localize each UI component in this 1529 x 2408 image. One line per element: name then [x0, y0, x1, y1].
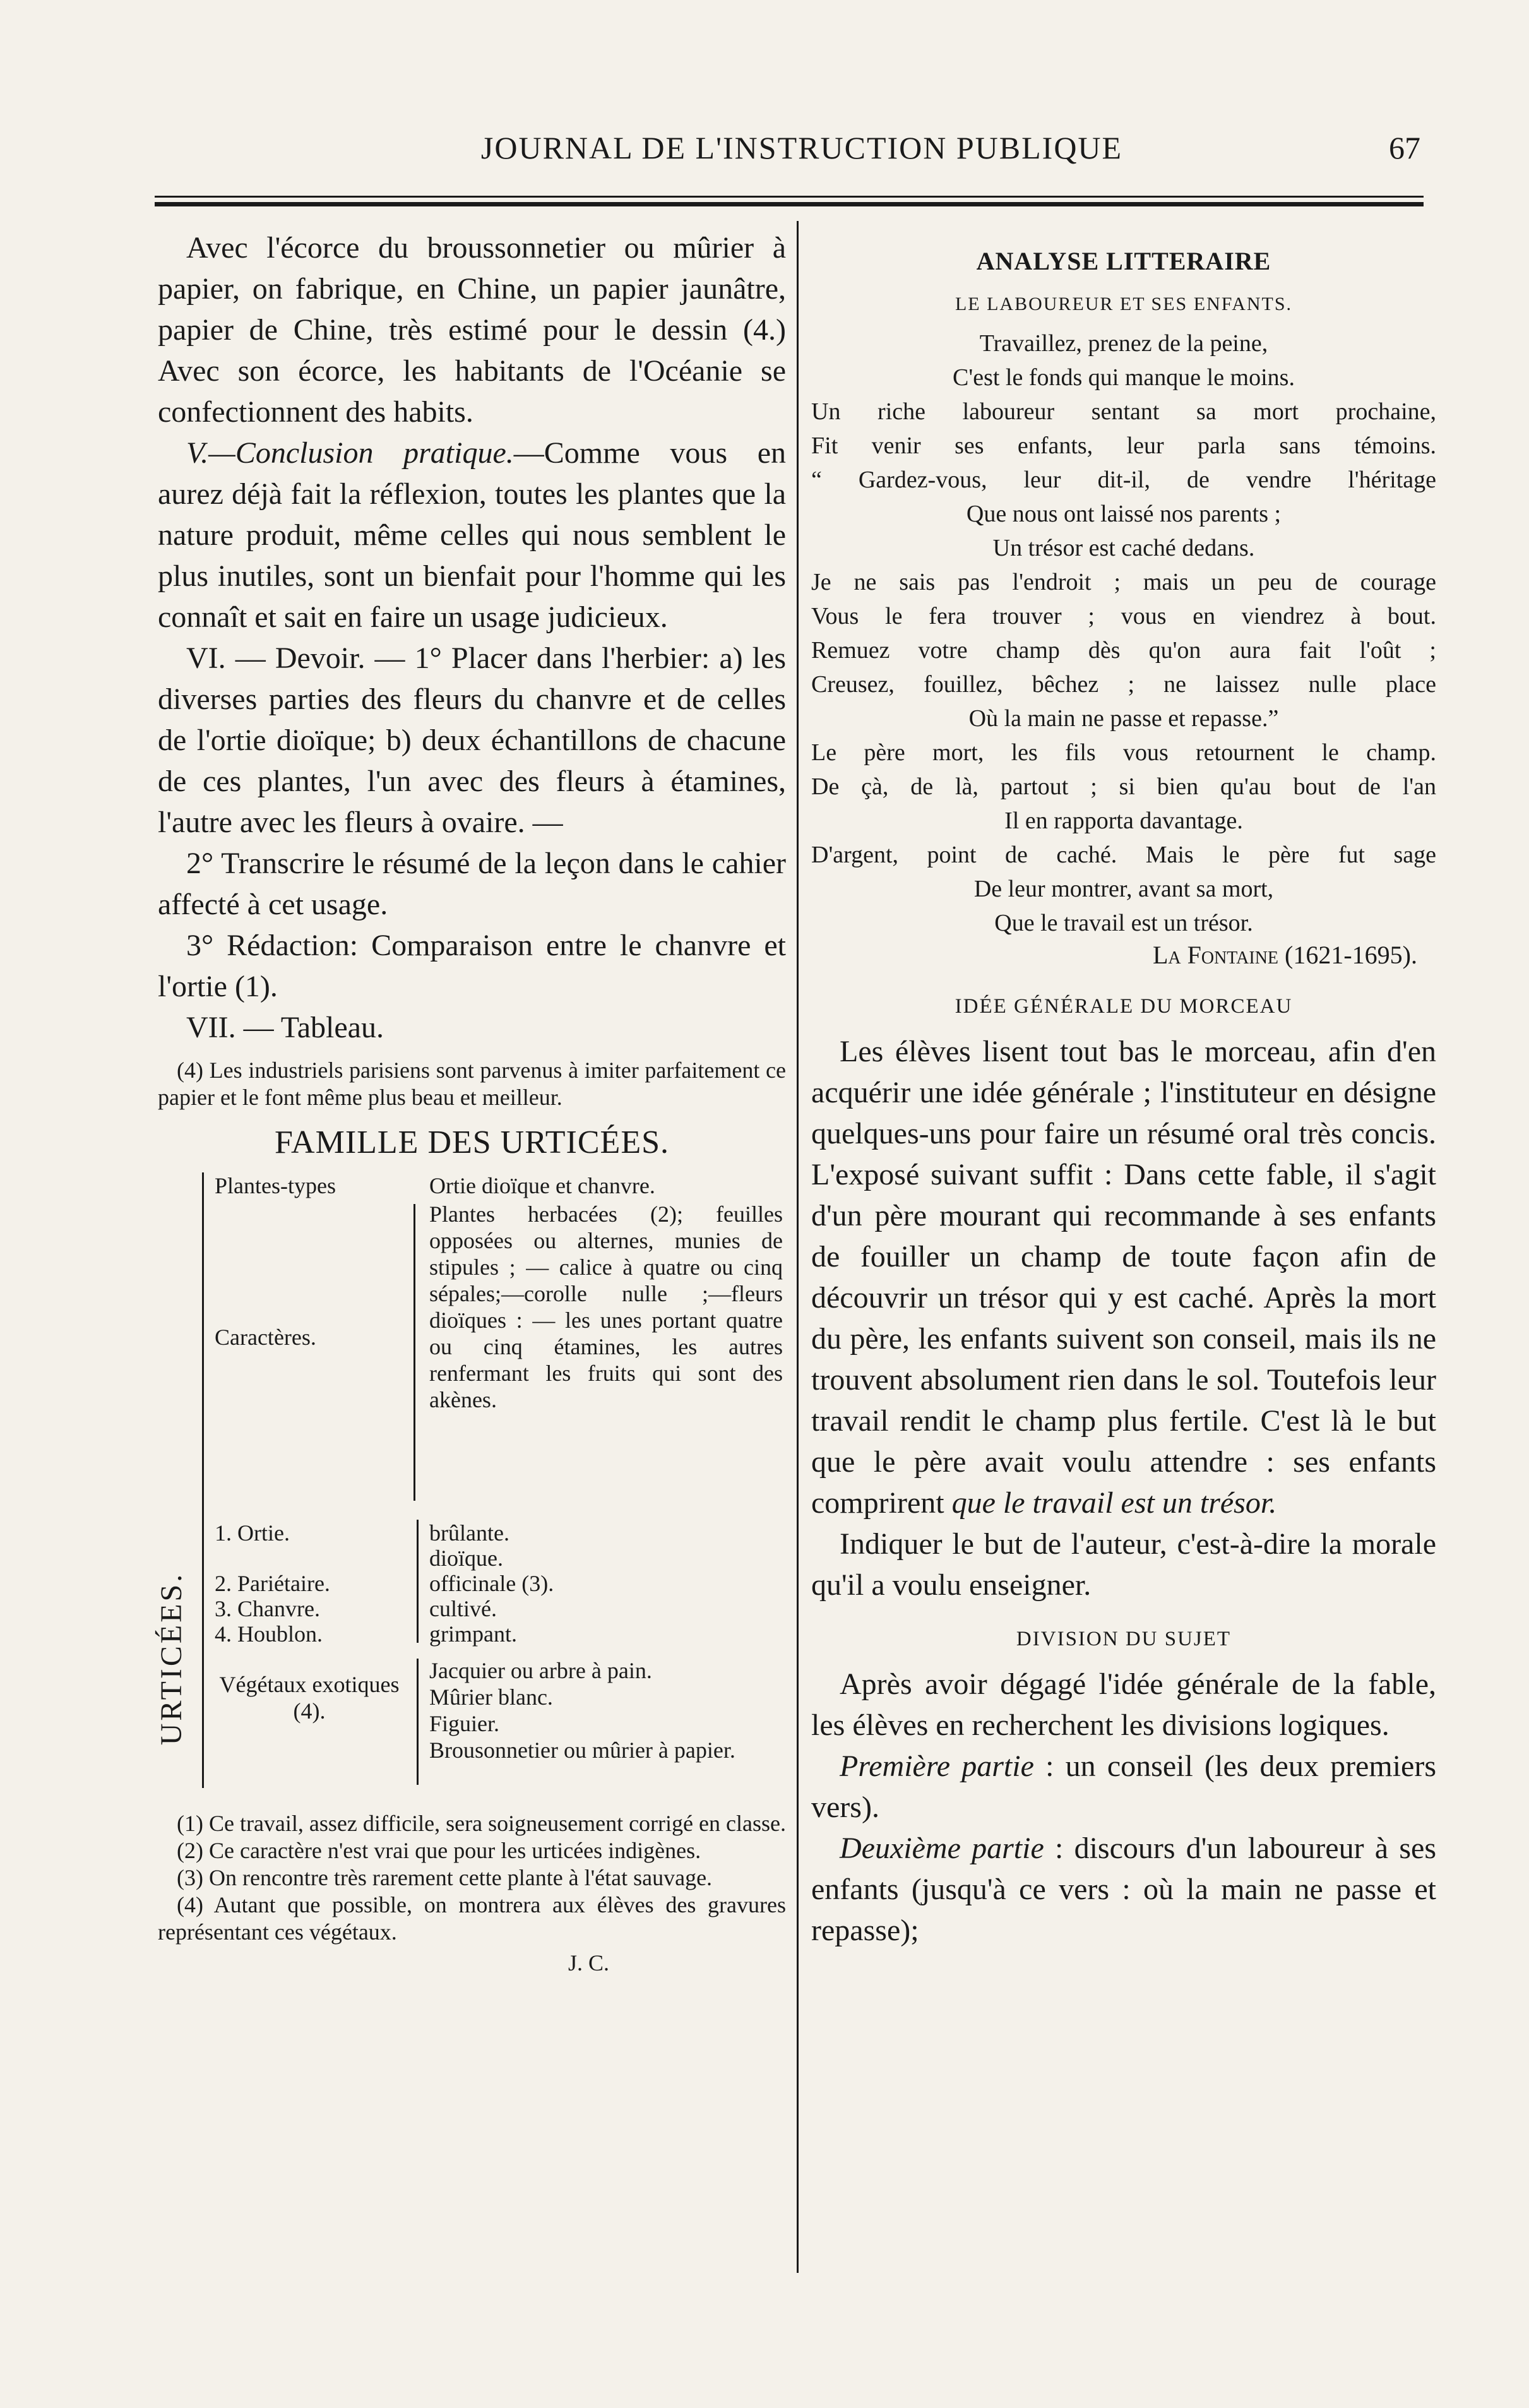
poem-line: Un trésor est caché dedans. — [992, 535, 1255, 561]
exotiques-list — [429, 1657, 783, 1763]
poem-line: Un riche laboureur sentant sa mort prochaine, — [811, 398, 1436, 425]
conclusion-label: V.—Conclusion pratique. — [186, 436, 514, 470]
species-name: 2. Pariétaire. — [215, 1571, 330, 1596]
fable-title: LE LABOUREUR ET SES ENFANTS. — [955, 294, 1293, 314]
page-number: 67 — [1389, 130, 1420, 165]
paragraph-deuxieme: Deuxième partie : discours d'un laboureur à ses enfants (jusqu'à ce vers : où la main ne passe et repasse); — [811, 1832, 1436, 1947]
species-row — [158, 1595, 786, 1621]
section-title-division: DIVISION DU SUJET — [1016, 1628, 1232, 1650]
moral-italic: que le travail est un trésor. — [951, 1486, 1277, 1520]
caracteres-value: Plantes herbacées (2); feuilles opposées ou alternes, munies de stipules ; — calice à quatre ou cinq sépales;—corolle nulle ;—fleurs dioïques : — les unes portant quatre ou cinq étamines, les autres renfermant les fruits qui sont des akènes. — [429, 1201, 783, 1412]
poem-line: Vous le fera trouver ; vous en viendrez à bout. — [811, 603, 1436, 629]
main-brace — [202, 1172, 204, 1788]
species-desc: cultivé. — [429, 1596, 497, 1621]
devoir-text: — 1° Placer dans l'herbier: a) les diverses parties des fleurs du chanvre et de celles de l'ortie dioïque; b) deux échantillons de chacune de ces plantes, l'un avec des fleurs à étamines, l'autre avec les fleurs à ovaire. — — [158, 641, 787, 839]
poem-line: Le père mort, les fils vous retournent le champ. — [811, 739, 1436, 766]
species-name: 3. Chanvre. — [215, 1596, 320, 1621]
species-row — [158, 1545, 786, 1570]
species-row — [158, 1570, 786, 1595]
side-label: URTICÉES. — [155, 1571, 188, 1746]
poem-line: Travaillez, prenez de la peine, — [979, 330, 1268, 357]
footnote: (1) Ce travail, assez difficile, sera soigneusement corrigé en classe. — [177, 1811, 786, 1836]
poem-line: Il en rapporta davantage. — [1004, 808, 1243, 834]
caracteres-brace — [413, 1204, 415, 1501]
poem-author: La Fontaine (1621-1695). — [1152, 941, 1417, 969]
column-divider — [797, 221, 799, 2273]
exotiques-brace — [417, 1659, 419, 1785]
paragraph-devoir — [158, 638, 786, 843]
poem-line: Remuez votre champ dès qu'on aura fait l'oût ; — [811, 637, 1436, 664]
paragraph-redaction: 3° Rédaction: Comparaison entre le chanvre et l'ortie (1). — [158, 929, 786, 1003]
poem-line: D'argent, point de caché. Mais le père fut sage — [811, 842, 1436, 868]
poem-line: Je ne sais pas l'endroit ; mais un peu de courage — [811, 569, 1436, 595]
classification-table — [155, 1166, 786, 1797]
exotique-item: Figuier. — [429, 1711, 500, 1736]
paragraph-tableau: VII. — Tableau. — [186, 1011, 384, 1044]
footnote-4-top: (4) Les industriels parisiens sont parvenus à imiter parfaitement ce papier et le font même plus beau et meilleur. — [158, 1058, 786, 1110]
poem-line: C'est le fonds qui manque le moins. — [953, 364, 1295, 391]
paragraph-transcrire: 2° Transcrire le résumé de la leçon dans le cahier affecté à cet usage. — [158, 847, 786, 921]
analysis-title: ANALYSE LITTERAIRE — [976, 247, 1271, 275]
paragraph-division: Après avoir dégagé l'idée générale de la fable, les élèves en recherchent les divisions logiques. — [811, 1667, 1436, 1742]
paragraph-but: Indiquer le but de l'auteur, c'est-à-dire la morale qu'il a voulu enseigner. — [811, 1527, 1436, 1602]
exotiques-label: Végétaux exotiques (4). — [219, 1672, 400, 1724]
section-title-idee: IDÉE GÉNÉRALE DU MORCEAU — [955, 995, 1293, 1018]
footnote: (3) On rencontre très rarement cette plante à l'état sauvage. — [177, 1865, 713, 1890]
poem-line: De çà, de là, partout ; si bien qu'au bout de l'an — [811, 773, 1436, 800]
poem-line: Que le travail est un trésor. — [994, 910, 1253, 936]
species-desc: dioïque. — [429, 1546, 503, 1571]
species-name: 1. Ortie. — [215, 1520, 290, 1546]
exotique-item: Mûrier blanc. — [429, 1684, 553, 1710]
plantes-types-value: Ortie dioïque et chanvre. — [429, 1173, 655, 1198]
paragraph-premiere: Première partie : un conseil (les deux premiers vers). — [811, 1749, 1437, 1824]
header-rule-thick — [155, 202, 1424, 206]
footnote: (2) Ce caractère n'est vrai que pour les urticées indigènes. — [177, 1838, 701, 1863]
footnote: (4) Autant que possible, on montrera aux élèves des gravures représentant ces végétaux. — [158, 1892, 786, 1945]
devoir-label: VI. — Devoir. — [186, 641, 366, 675]
species-row — [158, 1520, 786, 1545]
species-desc: officinale (3). — [429, 1571, 554, 1596]
paragraph-broussonnetier: Avec l'écorce du broussonnetier ou mûrier à papier, on fabrique, en Chine, un papier jaunâtre, papier de Chine, très estimé pour le dessin (4.) Avec son écorce, les habitants de l'Océanie se confectionnent des habits. — [158, 231, 786, 429]
poem-line: Où la main ne passe et repasse.” — [968, 705, 1279, 732]
running-title: JOURNAL DE L'INSTRUCTION PUBLIQUE — [480, 130, 1123, 165]
signature-jc: J. C. — [568, 1950, 609, 1976]
exotique-item: Brousonnetier ou mûrier à papier. — [429, 1737, 735, 1763]
exotique-item: Jacquier ou arbre à pain. — [429, 1658, 652, 1683]
poem-line: De leur montrer, avant sa mort, — [973, 876, 1274, 902]
paragraph-conclusion — [158, 432, 786, 638]
poem-line: Fit venir ses enfants, leur parla sans témoins. — [811, 432, 1436, 459]
caracteres-label: Caractères. — [215, 1325, 316, 1350]
conclusion-text: —Comme vous en aurez déjà fait la réflexion, toutes les plantes que la nature produit, même celles qui nous semblent le plus inutiles, sont un bienfait pour l'homme qui les connaît et sait en faire un usage judicieux. — [158, 436, 786, 634]
species-desc: brûlante. — [429, 1520, 509, 1546]
species-name: 4. Houblon. — [215, 1621, 323, 1647]
fable-poem — [811, 326, 1436, 940]
species-list — [158, 1520, 786, 1646]
paragraph-idee: Les élèves lisent tout bas le morceau, afin d'en acquérir une idée générale ; l'instituteur en désigne quelques-uns pour faire un résumé oral très concis. L'exposé suivant suffit : Dans cette fable, il s'agit d'un père mourant qui recommande à ses enfants de fouiller un champ de toute façon afin de découvrir un trésor qui y est caché. Après la mort du père, les enfants suivent son conseil, mais ils ne trouvent absolument rien dans le sol. Toutefois leur travail rendit le champ plus fertile. C'est là le but que le père avait voulu attendre : ses enfants comprirent que le travail est un trésor. — [811, 1035, 1436, 1520]
species-row — [158, 1621, 786, 1646]
footnotes — [158, 1810, 786, 1946]
poem-line: Creusez, fouillez, bêchez ; ne laissez nulle place — [811, 671, 1436, 698]
poem-line: “ Gardez-vous, leur dit-il, de vendre l'héritage — [811, 467, 1436, 493]
species-desc: grimpant. — [429, 1621, 517, 1647]
plantes-types-label: Plantes-types — [215, 1173, 336, 1198]
family-title: FAMILLE DES URTICÉES. — [274, 1124, 670, 1160]
header-rule — [155, 196, 1424, 198]
left-column — [155, 227, 787, 1976]
poem-line: Que nous ont laissé nos parents ; — [966, 501, 1282, 527]
right-column — [811, 227, 1436, 1951]
